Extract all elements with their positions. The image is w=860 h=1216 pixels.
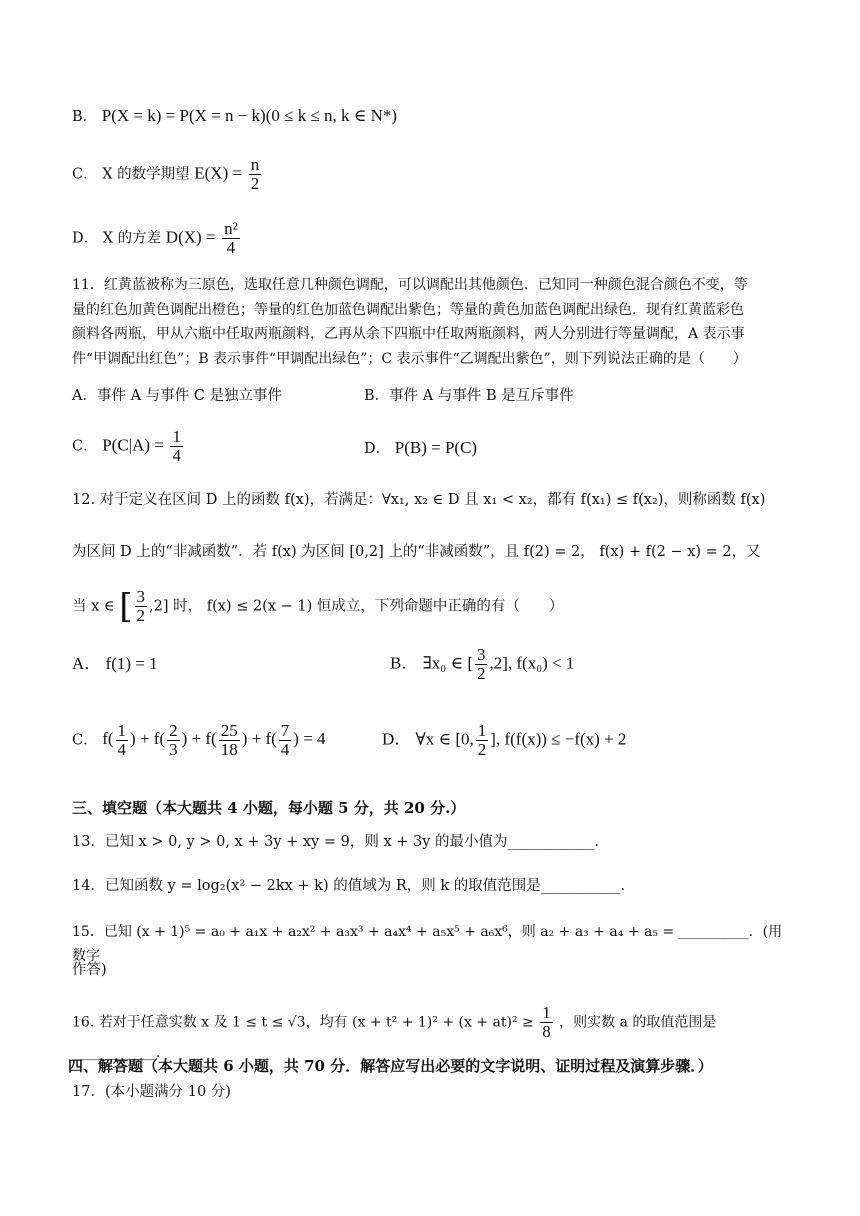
fraction-denominator: 8 [542, 1022, 551, 1041]
q12-line-2 [72, 540, 794, 564]
q11-option-b: B．事件 A 与事件 B 是互斥事件 [364, 388, 574, 404]
fraction-denominator: 4 [280, 740, 290, 759]
q12-fraction [135, 588, 148, 625]
fraction-denominator: 2 [476, 664, 486, 683]
q10-d-text: X 的方差 [102, 230, 162, 247]
q11-stem-line: 量的红色加黄色调配出橙色；等量的红色加蓝色调配出紫色；等量的黄色加蓝色调配出绿色．现有红黄蓝彩色 [72, 301, 744, 318]
fraction-denominator: 18 [220, 740, 238, 759]
fraction-denominator: 2 [136, 606, 146, 625]
fraction-denominator: 4 [226, 238, 236, 257]
fraction-numerator: 3 [136, 587, 146, 606]
q12-d-text: ], f(f(x)) ≤ −f(x) + 2 [490, 729, 627, 749]
fraction-denominator: 2 [477, 740, 487, 759]
q12-b-text: ,2], f(x₀) < 1 [489, 653, 575, 673]
q11-d-label: D． [364, 441, 391, 457]
bracket-left: [ [119, 586, 133, 627]
q11-d-formula: P(B) = P(C) [394, 438, 478, 457]
q12-c-term-4 [279, 722, 292, 759]
q12-d-fraction [476, 722, 489, 759]
q11-c-formula: P(C|A) = [102, 435, 164, 455]
section-3-heading: 三、填空题（本大题共 4 小题，每小题 5 分，共 20 分.） [72, 799, 466, 817]
q10-option-b [72, 104, 794, 129]
q12-d-text: D． ∀x ∈ [0, [382, 729, 474, 749]
q10-c-text: X 的数学期望 [102, 166, 190, 183]
q16-fraction [540, 1004, 553, 1041]
fraction-numerator: 7 [280, 721, 290, 740]
q16-text: 16. 若对于任意实数 x 及 1 ≤ t ≤ √3，均有 (x + t² + 1)² + (x + at)² ≥ [72, 1014, 534, 1031]
q12-option-d [382, 722, 626, 759]
q11-option-d [364, 436, 477, 461]
q12-text: 当 x ∈ [72, 598, 115, 615]
q10-c-formula: E(X) = [194, 163, 243, 183]
q10-d-fraction [222, 220, 240, 257]
fraction-numerator: 1 [172, 427, 181, 446]
q12-c-term-2 [167, 722, 180, 759]
q10-d-formula: D(X) = [165, 227, 216, 247]
q10-b-formula: P(X = k) = P(X = n − k)(0 ≤ k ≤ n, k ∈ N*) [101, 106, 398, 125]
q11-c-fraction [170, 428, 183, 465]
fraction-denominator: 3 [169, 740, 178, 759]
q12-line-3 [72, 588, 794, 625]
q12-text: ,2] 时， f(x) ≤ 2(x − 1) 恒成立，下列命题中正确的有（ ） [149, 598, 564, 615]
q11-stem-line: 颜料各两瓶，甲从六瓶中任取两瓶颜料，乙再从余下四瓶中任取两瓶颜料，两人分别进行等量调配，A 表示事 [72, 326, 745, 342]
q12-options-ab [72, 645, 794, 683]
q11-c-label: C． [72, 438, 98, 455]
q12-c-result: = 4 [303, 729, 326, 749]
q13: 13．已知 x > 0, y > 0, x + 3y + xy = 9，则 x + 3y 的最小值为____________． [72, 834, 610, 850]
q12-c-term-1 [116, 722, 129, 759]
q12-b-text: B． ∃x₀ ∈ [ [390, 653, 473, 673]
fraction-denominator: 2 [250, 174, 260, 193]
fraction-numerator: n² [224, 219, 238, 238]
fraction-numerator: 2 [169, 721, 178, 740]
q17: 17．(本小题满分 10 分) [72, 1084, 231, 1100]
fraction-denominator: 4 [172, 446, 181, 465]
q12-c-formula: f( $\frac{1}{4}$ ) + f( $\frac{2}{3}$ ) + f( $\frac{25}{18}$ ) + f( $\frac{7}{4}$ ) = 4 [102, 721, 326, 759]
fraction-numerator: 1 [477, 721, 487, 740]
q11-stem-line: 11．红黄蓝被称为三原色，选取任意几种颜色调配，可以调配出其他颜色．已知同一种颜色混合颜色不变，等 [72, 277, 748, 293]
fraction-numerator: 1 [117, 721, 127, 740]
q12-text: 12. 对于定义在区间 D 上的函数 f(x)，若满足：∀x₁, x₂ ∈ D 且 x₁ < x₂，都有 f(x₁) ≤ f(x₂)，则称函数 f(x) [72, 492, 766, 508]
section-4-heading: 四、解答题（本大题共 6 小题，共 70 分．解答应写出必要的文字说明、证明过程及演算步骤．） [68, 1057, 713, 1075]
q12-options-cd [72, 722, 794, 759]
q11-options-cd [72, 428, 794, 465]
q10-option-c [72, 156, 794, 193]
q12-c-term-3 [219, 722, 240, 759]
q12-option-a: A． f(1) = 1 [72, 654, 158, 673]
q10-c-label: C． [72, 166, 98, 183]
q14: 14．已知函数 y = log₂(x² − 2kx + k) 的值域为 R，则 k 的取值范围是___________． [72, 878, 635, 894]
fraction-numerator: 25 [220, 721, 238, 740]
q10-b-label: B． [72, 109, 98, 125]
q10-c-fraction [249, 156, 262, 193]
q11-option-a: A．事件 A 与事件 C 是独立事件 [72, 388, 282, 404]
q11-stem [72, 273, 794, 371]
q10-option-d [72, 220, 794, 257]
q16-text: ，则实数 a 的取值范围是____________． [72, 1014, 717, 1061]
fraction-denominator: 4 [117, 740, 127, 759]
q15-line-2: 作答) [72, 962, 107, 978]
q15-line-1: 15．已知 (x + 1)⁵ = a₀ + a₁x + a₂x² + a₃x³ + a₄x⁴ + a₅x⁵ + a₆x⁶，则 a₂ + a₃ + a₄ + a₅ = __________．(用数字 [72, 924, 783, 964]
q12-option-b [390, 646, 574, 683]
fraction-numerator: n [250, 155, 260, 174]
q11-options-ab [72, 384, 794, 408]
q10-d-label: D． [72, 230, 99, 247]
q12-text: 为区间 D 上的“非减函数”．若 f(x) 为区间 [0,2] 上的“非减函数”，且 f(2) = 2， f(x) + f(2 − x) = 2，又 [72, 544, 761, 560]
fraction-numerator: 3 [476, 645, 486, 664]
q12-c-label: C． [72, 732, 98, 749]
fraction-numerator: 1 [542, 1003, 551, 1022]
q11-stem-line: 件“甲调配出红色”；B 表示事件“甲调配出绿色”；C 表示事件“乙调配出紫色”，则下列说法正确的是（ ） [72, 350, 747, 367]
q12-b-fraction [475, 646, 488, 683]
q12-line-1 [72, 488, 794, 512]
